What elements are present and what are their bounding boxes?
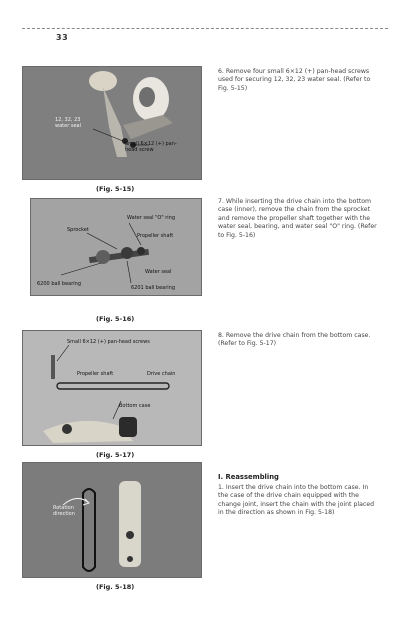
fig-5-16-label-6201-bearing: 6201 ball bearing — [131, 285, 176, 291]
fig-5-15-label-pan-head-screw: Small 6×12 (+) pan-head screw — [125, 141, 177, 153]
fig-5-15-label-water-seal: 12, 32, 23 water seal — [55, 117, 81, 129]
fig-5-17-label-pan-head-screws: Small 6×12 (+) pan-head screws — [67, 339, 150, 345]
step-8-text: 8. Remove the drive chain from the bottom case. (Refer to Fig. 5-17) — [218, 332, 371, 348]
figure-5-15-photo — [22, 66, 202, 180]
figure-5-16-photo — [30, 198, 202, 296]
fig-5-16-label-propeller-shaft: Propeller shaft — [137, 233, 174, 239]
step-1-reassembly-text: 1. Insert the drive chain into the bottom case. In the case of the drive chain equipped with the change joint, insert the chain with the joint placed in the direction as shown in Fig. 5-18) — [218, 484, 375, 517]
fig-5-17-label-drive-chain: Drive chain — [147, 371, 176, 377]
fig-5-16-label-water-seal: Water seal — [145, 269, 172, 275]
section-title-reassembling: I. Reassembling — [218, 473, 279, 481]
fig-5-17-caption: (Fig. 5-17) — [96, 451, 135, 459]
fig-5-18-label-rotation-direction: Rotation direction — [53, 505, 75, 517]
fig-5-18-caption: (Fig. 5-18) — [96, 583, 135, 591]
top-rule — [22, 28, 388, 29]
drive-chain-illustration — [23, 331, 201, 445]
motor-housing-illustration — [23, 67, 201, 179]
fig-5-16-label-o-ring: Water seal "O" ring — [127, 215, 176, 221]
fig-5-17-label-bottom-case: Bottom case — [119, 403, 151, 409]
figure-5-18-photo — [22, 462, 202, 578]
step-7-text: 7. While inserting the drive chain into the bottom case (inner), remove the chain from the sprocket and remove the propeller shaft together with the water seal, bearing, and water seal "O" ring. (Refer to Fig. 5-16) — [218, 198, 377, 239]
chain-rotation-illustration — [23, 463, 201, 577]
fig-5-16-label-sprocket: Sprocket — [67, 227, 89, 233]
fig-5-16-caption: (Fig. 5-16) — [96, 315, 135, 323]
step-6-text: 6. Remove four small 6×12 (+) pan-head screws used for securing 12, 32, 23 water seal. (Refer to Fig. 5-15) — [218, 68, 371, 92]
figure-5-17-photo — [22, 330, 202, 446]
page-number: 33 — [56, 33, 69, 42]
fig-5-16-label-6200-bearing: 6200 ball bearing — [37, 281, 82, 287]
fig-5-17-label-propeller-shaft: Propeller shaft — [77, 371, 114, 377]
fig-5-15-caption: (Fig. 5-15) — [96, 185, 135, 193]
